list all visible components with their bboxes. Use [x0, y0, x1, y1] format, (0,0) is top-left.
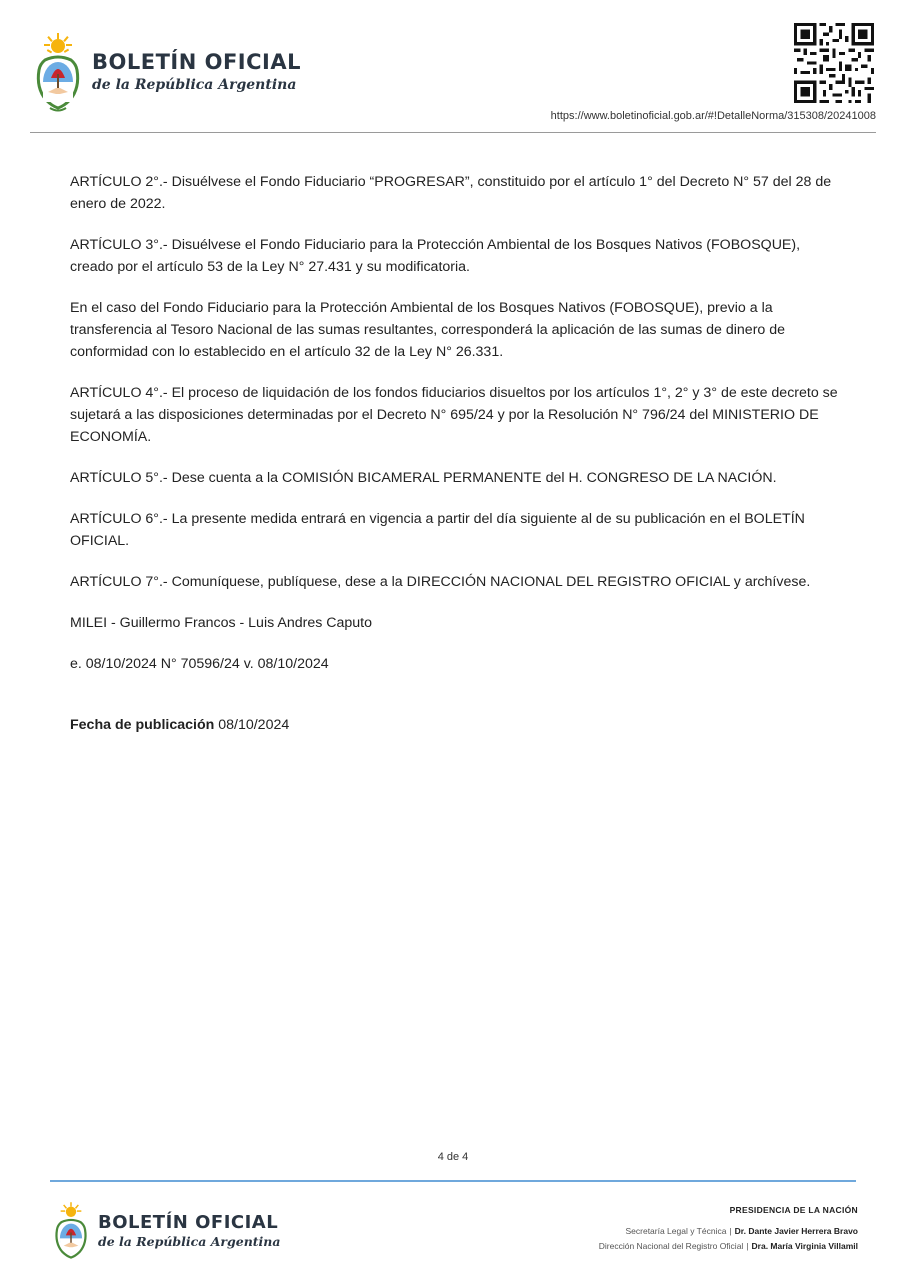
footer-divider: [50, 1180, 856, 1182]
secretaria-name: Dr. Dante Javier Herrera Bravo: [734, 1225, 858, 1236]
secretaria-label: Secretaría Legal y Técnica: [625, 1225, 727, 1236]
separator: |: [729, 1225, 732, 1236]
fobosque-paragraph: En el caso del Fondo Fiduciario para la Protección Ambiental de los Bosques Nativos (FOBOSQUE), previo a la transferencia al Tesoro Nacional de las sumas resultantes, corresponderá la aplicación de las sumas de dinero de conformidad con lo establecido en el artículo 32 de la Ley N° 26.331.: [70, 300, 786, 360]
footer-coat-of-arms-icon: [50, 1200, 92, 1262]
article-5-paragraph: ARTÍCULO 5°.- Dese cuenta a la COMISIÓN BICAMERAL PERMANENTE del H. CONGRESO DE LA NACIÓN.: [70, 470, 777, 486]
publication-date-line: [70, 714, 840, 736]
header-divider: [30, 132, 876, 133]
direccion-name: Dra. María Virginia Villamil: [751, 1241, 858, 1251]
separator: |: [746, 1241, 749, 1251]
page-number: 4 de 4: [437, 1151, 469, 1163]
footer-credits: [599, 1206, 858, 1251]
article-2-paragraph: ARTÍCULO 2°.- Disuélvese el Fondo Fiduciario “PROGRESAR”, constituido por el artículo 1° del Decreto N° 57 del 28 de enero de 2022.: [70, 174, 832, 212]
footer-brand-title: BOLETÍN OFICIAL: [98, 1211, 279, 1233]
secretaria-line: [599, 1227, 858, 1236]
direccion-line: [599, 1242, 858, 1251]
boletin-logo[interactable]: [30, 30, 301, 114]
document-url[interactable]: https://www.boletinoficial.gob.ar/#!DetalleNorma/315308/20241008: [550, 110, 876, 122]
page-header: [0, 0, 906, 136]
coat-of-arms-icon: [30, 30, 86, 114]
footer-brand-subtitle: de la República Argentina: [98, 1233, 281, 1249]
footer-boletin-logo[interactable]: [50, 1200, 281, 1262]
direccion-label: Dirección Nacional del Registro Oficial: [598, 1241, 744, 1251]
article-6-paragraph: ARTÍCULO 6°.- La presente medida entrará en vigencia a partir del día siguiente al de su publicación en el BOLETÍN OFICIAL.: [70, 511, 805, 549]
article-3-paragraph: ARTÍCULO 3°.- Disuélvese el Fondo Fiduciario para la Protección Ambiental de los Bosques Nativos (FOBOSQUE), creado por el artículo 53 de la Ley N° 27.431 y su modificatoria.: [70, 237, 801, 275]
brand-title: BOLETÍN OFICIAL: [92, 50, 301, 74]
article-7-paragraph: ARTÍCULO 7°.- Comuníquese, publíquese, dese a la DIRECCIÓN NACIONAL DEL REGISTRO OFICIAL y archívese.: [70, 574, 811, 590]
publication-label: Fecha de publicación: [70, 717, 215, 733]
signatories: MILEI - Guillermo Francos - Luis Andres Caputo: [70, 615, 372, 631]
qr-code-icon[interactable]: [794, 23, 874, 103]
presidencia-label: PRESIDENCIA DE LA NACIÓN: [729, 1205, 858, 1215]
document-body: [70, 171, 840, 755]
publication-date: 08/10/2024: [218, 717, 290, 733]
edition-reference: e. 08/10/2024 N° 70596/24 v. 08/10/2024: [70, 656, 329, 672]
brand-subtitle: de la República Argentina: [92, 77, 297, 93]
article-4-paragraph: ARTÍCULO 4°.- El proceso de liquidación de los fondos fiduciarios disueltos por los artículos 1°, 2° y 3° de este decreto se sujetará a las disposiciones determinadas por el Decreto N° 695/24 y por la Resolución N° 796/24 del MINISTERIO DE ECONOMÍA.: [70, 385, 838, 445]
